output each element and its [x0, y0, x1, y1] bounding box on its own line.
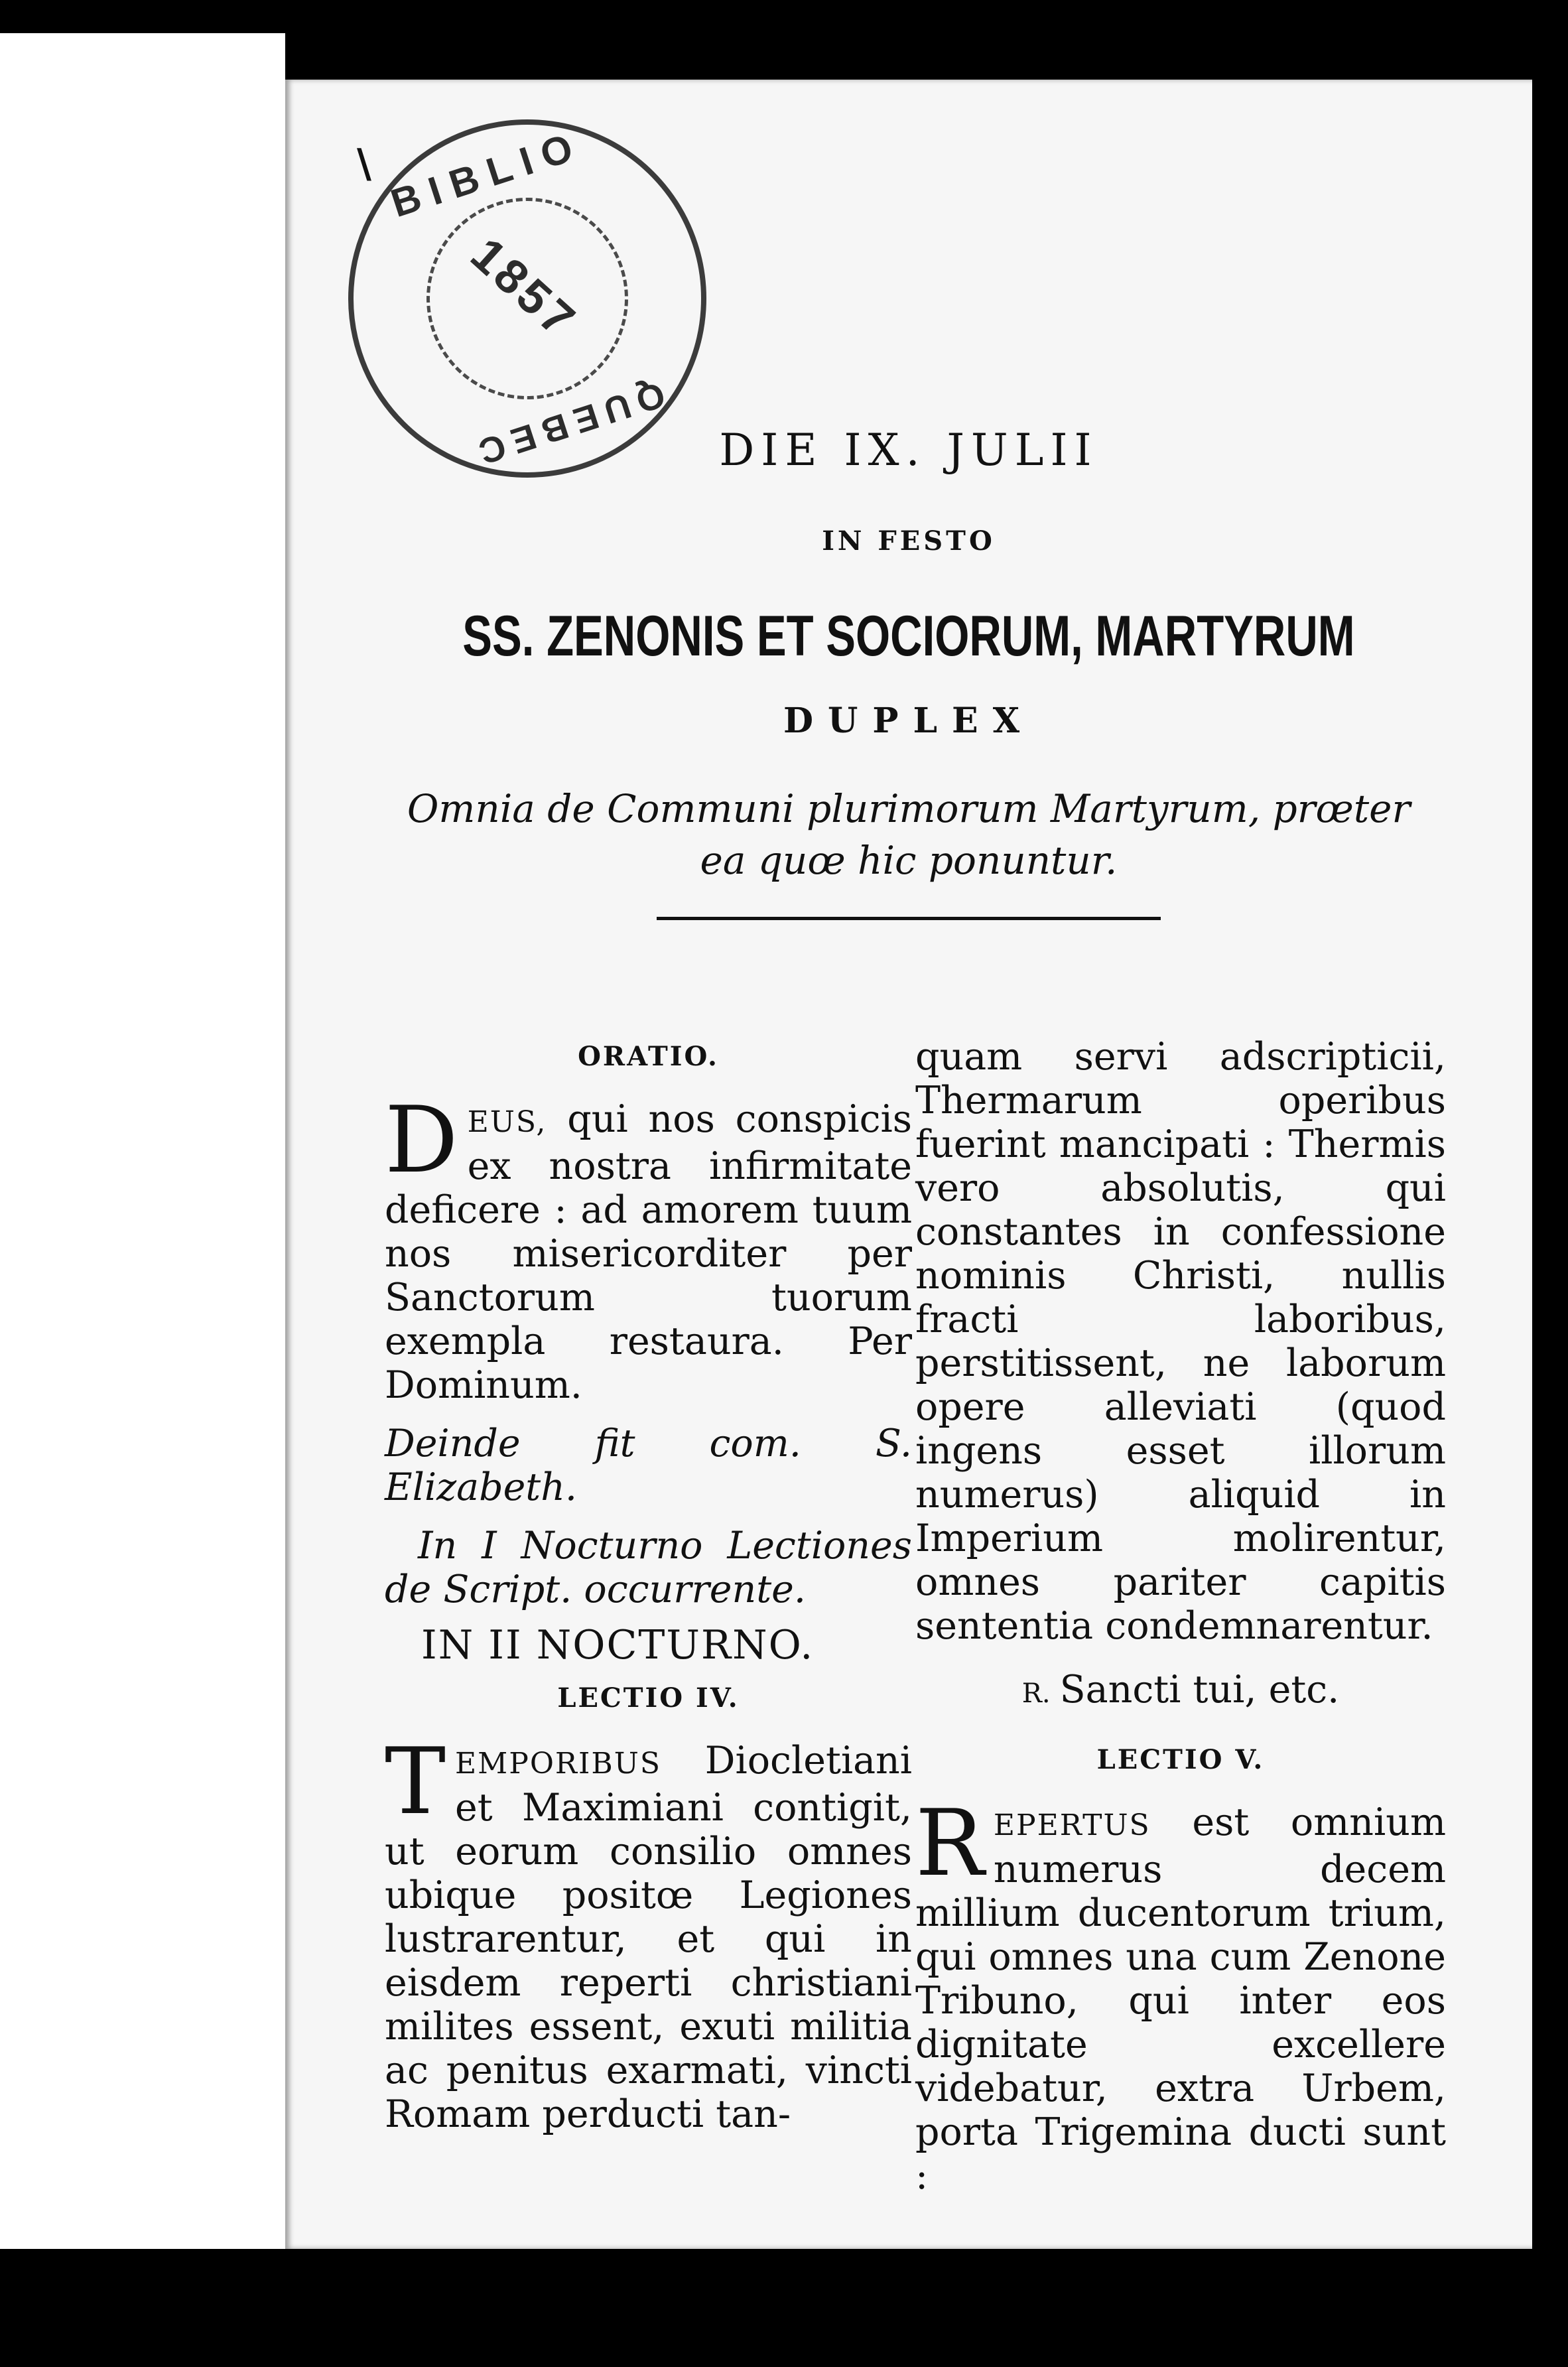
lectio-five-body: est omnium numerus decem millium ducentorum trium, qui omnes una cum Zenone Tribuno, qui inter eos dignitate excellere videbatur, extra Urbem, porta Trigemina ducti sunt :: [915, 1800, 1446, 2198]
stamp-bottom-text: QUEBEC: [466, 373, 670, 474]
lectio-five-text: [915, 1790, 1446, 2198]
responsory-mark: R.: [1021, 1678, 1051, 1709]
nocturno-one-rubric: In I Nocturno Lectiones de Script. occurrente.: [385, 1524, 912, 1611]
facing-page-edge: [0, 33, 285, 2249]
pencil-mark: \: [357, 141, 371, 187]
lectio-four-text: [385, 1728, 912, 2136]
lectio-four-smallcaps: EMPORIBUS: [455, 1747, 661, 1781]
lectio-five-smallcaps: EPERTUS: [993, 1808, 1151, 1842]
left-column: [385, 1035, 912, 2136]
lectio-four-body: Diocletiani et Maximiani contigit, ut eorum consilio omnes ubique positœ Legiones lustrarentur, et qui in eisdem reperti christiani milites essent, exuti militia ac penitus exarmati, vincti Romam perducti tan-: [385, 1739, 912, 2136]
book-page: [285, 80, 1532, 2249]
feast-date: DIE IX. JULII: [719, 425, 1098, 476]
lectio-five-label: LECTIO V.: [1096, 1744, 1265, 1775]
oratio-label: ORATIO.: [578, 1041, 719, 1072]
right-column: [915, 1035, 1446, 2198]
lectio-four-label: LECTIO IV.: [557, 1682, 740, 1714]
lectio-four-continued: quam servi adscripticii, Thermarum operibus fuerint mancipati : Thermis vero absolutis, qui constantes in confessione nominis Christi, nullis fracti laboribus, perstitissent, ne laborum opere alleviati (quod ingens esset illorum numerus) aliquid in Imperium molirentur, omnes pariter capitis sententia condemnarentur.: [915, 1035, 1446, 1648]
oratio-dropcap: D: [385, 1087, 458, 1193]
feast-rank: DUPLEX: [783, 701, 1035, 741]
oratio-body: qui nos conspicis ex nostra infirmitate deficere : ad amorem tuum nos misericorditer per Sanctorum tuorum exempla restaura. Per Dominum.: [385, 1097, 912, 1407]
feast-title: SS. ZENONIS ET SOCIORUM, MARTYRUM: [462, 604, 1355, 668]
oratio-text: [385, 1087, 912, 1407]
divider-rule: [657, 917, 1161, 920]
nocturno-two-title: IN II NOCTURNO.: [421, 1622, 815, 1668]
lectio-five-dropcap: R: [915, 1790, 984, 1897]
responsory-line: [915, 1668, 1446, 1716]
in-festo-label: IN FESTO: [822, 525, 996, 557]
rubric-note: Omnia de Communi plurimorum Martyrum, prœter ea quœ hic ponuntur.: [407, 786, 1411, 883]
stamp-center-text: 1857: [460, 228, 588, 350]
lectio-four-dropcap: T: [385, 1728, 446, 1835]
oratio-smallcaps: EUS,: [467, 1105, 547, 1139]
deinde-rubric: Deinde fit com. S. Elizabeth.: [385, 1422, 912, 1509]
stamp-top-text: BIBLIO: [385, 122, 588, 226]
responsory-text: Sancti tui, etc.: [1059, 1668, 1340, 1712]
